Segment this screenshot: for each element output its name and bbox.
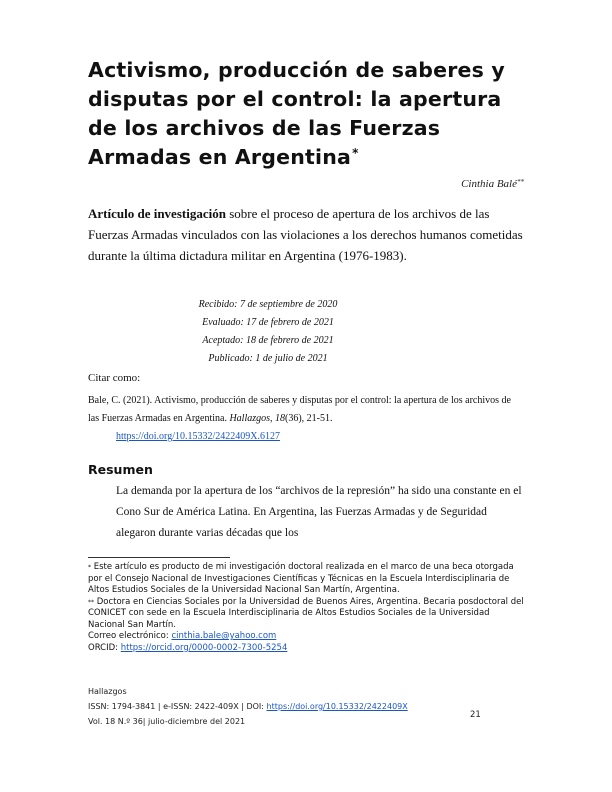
footer-issn-text: ISSN: 1794-3841 | e-ISSN: 2422-409X | DOI:: [88, 702, 267, 711]
author-footnote-mark[interactable]: **: [517, 178, 524, 186]
footnotes-block: [88, 562, 524, 654]
author-name: Cinthia Balé: [461, 178, 517, 190]
citation-block: [88, 392, 524, 446]
author-byline: [461, 178, 524, 190]
orcid-link[interactable]: https://orcid.org/0000-0002-7300-5254: [120, 642, 288, 653]
article-type-description: sobre el proceso de apertura de los archivos de las Fuerzas Armadas vinculados con las violaciones a los derechos humanos cometidas durante la última dictadura militar en Argentina (1976-1983).: [88, 206, 523, 263]
article-type-label: Artículo de investigación: [88, 206, 226, 221]
title-footnote-mark[interactable]: *: [352, 146, 359, 160]
abstract-text: La demanda por la apertura de los “archivos de la represión” ha sido una constante en el Cono Sur de América Latina. En Argentina, las Fuerzas Armadas y de Seguridad alegaron durante varias décadas que los: [116, 485, 522, 539]
page-footer: [88, 684, 524, 729]
orcid-label: ORCID:: [88, 642, 121, 653]
citation-label: Citar como:: [88, 372, 141, 384]
footer-doi-link[interactable]: https://doi.org/10.15332/2422409X: [266, 702, 408, 711]
footnote-email: [88, 631, 524, 643]
email-link[interactable]: cinthia.bale@yahoo.com: [171, 631, 277, 641]
citation-doi-link[interactable]: https://doi.org/10.15332/2422409X.6127: [116, 431, 280, 442]
footnote-divider: [88, 557, 230, 558]
footnote-2: [88, 597, 524, 632]
footnote-2-mark: **: [88, 598, 94, 606]
email-label: Correo electrónico:: [88, 631, 172, 641]
footer-journal: Hallazgos: [88, 687, 127, 696]
article-type-paragraph: [88, 203, 528, 266]
dates-block: [88, 296, 448, 368]
date-received: Recibido: 7 de septiembre de 2020: [198, 299, 338, 310]
date-evaluated: Evaluado: 17 de febrero de 2021: [202, 317, 334, 328]
article-title-text: Activismo, producción de saberes y disputas por el control: la apertura de los archivos de las Fuerzas Armadas en Argentina: [88, 58, 505, 169]
abstract-heading: Resumen: [88, 462, 153, 477]
page-number: 21: [470, 710, 481, 720]
citation-issue-pages: (36), 21-51.: [285, 413, 333, 424]
footer-issn: [88, 699, 524, 714]
citation-prefix: Bale, C. (2021). Activismo, producción de saberes y disputas por el control: la apertura de los archivos de las Fuerzas Armadas en Argentina.: [88, 395, 511, 424]
date-published: Publicado: 1 de julio de 2021: [208, 353, 328, 364]
footer-volume: Vol. 18 N.º 36| julio-diciembre del 2021: [88, 717, 246, 726]
footnote-1-mark: *: [88, 564, 91, 571]
footnote-1: [88, 562, 524, 597]
date-accepted: Aceptado: 18 de febrero de 2021: [202, 335, 334, 346]
footnote-orcid: [88, 643, 524, 655]
footnote-2-text: Doctora en Ciencias Sociales por la Universidad de Buenos Aires, Argentina. Becaria posdoctoral del CONICET con sede en la Escuela Interdisciplinaria de Altos Estudios Sociales de la Universidad Nacional San Martín.: [88, 596, 524, 630]
footnote-1-text: Este artículo es producto de mi investigación doctoral realizada en el marco de una beca otorgada por el Consejo Nacional de Investigaciones Científicas y Técnicas en la Escuela Interdisciplinaria de Altos Estudios Sociales de la Universidad Nacional San Martín, Argentina.: [88, 562, 514, 595]
article-title: [88, 56, 528, 172]
citation-journal: Hallazgos, 18: [229, 413, 286, 424]
